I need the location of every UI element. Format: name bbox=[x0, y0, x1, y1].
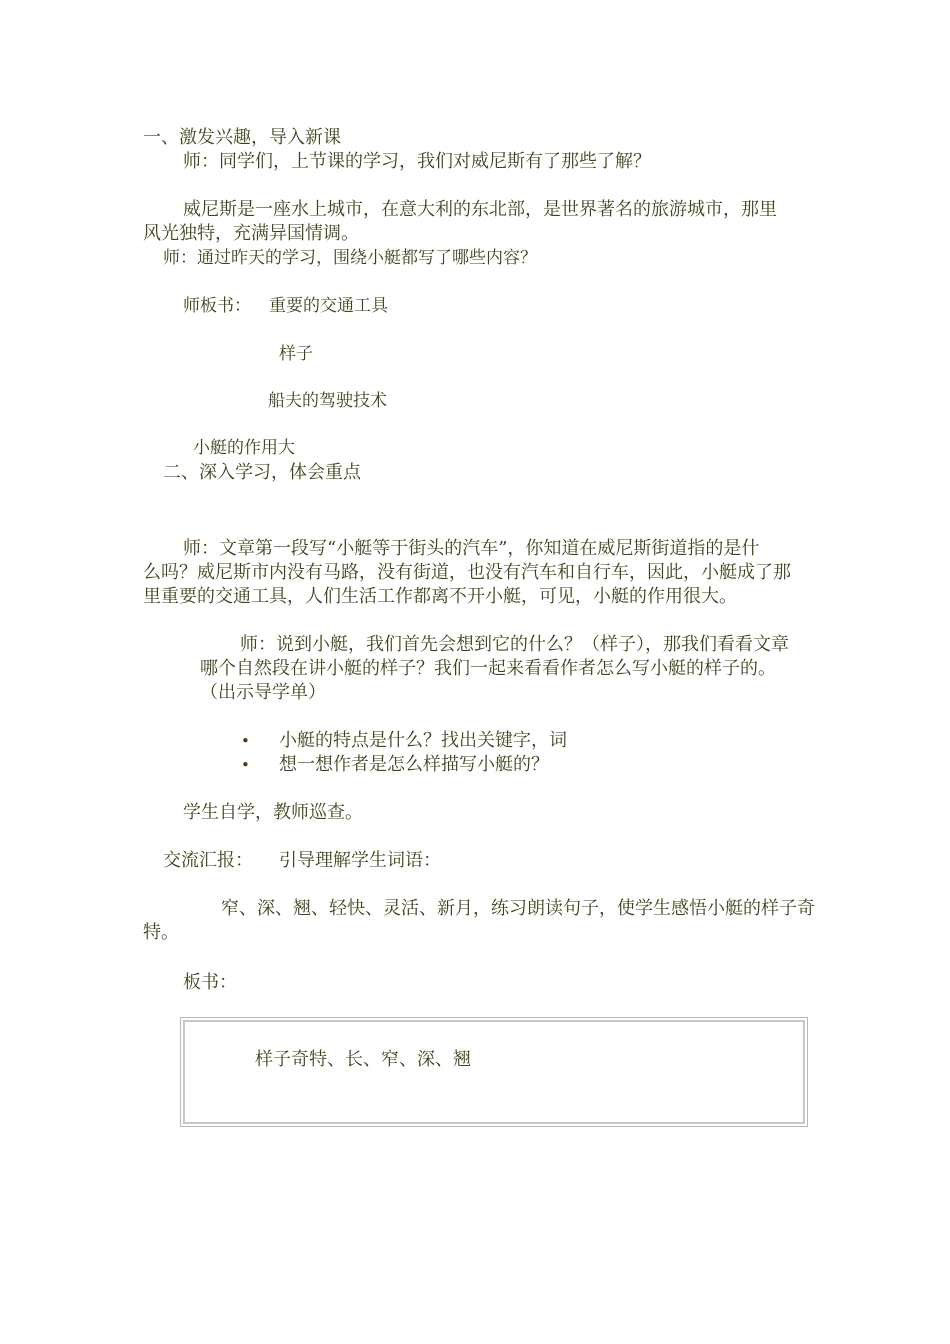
board-label: 师板书： bbox=[183, 296, 251, 316]
board-item-appearance: 样子 bbox=[279, 344, 313, 364]
blackboard-box bbox=[180, 1017, 808, 1127]
summary-text: 小艇的作用大 bbox=[193, 438, 295, 458]
teacher-question-2: 师：通过昨天的学习，围绕小艇都写了哪些内容？ bbox=[163, 248, 537, 268]
para1-line-1: 师：文章第一段写“小艇等于街头的汽车”，你知道在威尼斯街道指的是什 bbox=[183, 538, 760, 559]
exchange-text: 引导理解学生词语： bbox=[279, 850, 441, 871]
bullet-marker: • bbox=[241, 756, 250, 774]
venice-intro-line-1: 威尼斯是一座水上城市，在意大利的东北部，是世界著名的旅游城市，那里 bbox=[183, 199, 777, 220]
blackboard-inner bbox=[183, 1020, 805, 1124]
venice-intro-line-2: 风光独特，充满异国情调。 bbox=[143, 223, 359, 244]
bullet-marker: • bbox=[241, 732, 250, 750]
para1-line-2: 么吗？威尼斯市内没有马路，没有街道，也没有汽车和自行车，因此，小艇成了那 bbox=[143, 562, 791, 583]
board-item-driving-skill: 船夫的驾驶技术 bbox=[268, 391, 387, 411]
blackboard-text: 样子奇特、长、窄、深、翘 bbox=[255, 1049, 471, 1070]
para2-line-1: 师：说到小艇，我们首先会想到它的什么？（样子），那我们看看文章 bbox=[240, 634, 789, 655]
section1-heading: 一、激发兴趣，导入新课 bbox=[143, 127, 341, 148]
words-line-2: 特。 bbox=[143, 922, 179, 943]
exchange-label: 交流汇报： bbox=[163, 850, 253, 871]
para1-line-3: 里重要的交通工具，人们生活工作都离不开小艇，可见，小艇的作用很大。 bbox=[143, 586, 737, 607]
words-line-1: 窄、深、翘、轻快、灵活、新月，练习朗读句子，使学生感悟小艇的样子奇 bbox=[221, 898, 815, 919]
teacher-question-1: 师：同学们，上节课的学习，我们对威尼斯有了那些了解？ bbox=[183, 151, 651, 172]
para2-line-2: 哪个自然段在讲小艇的样子？我们一起来看看作者怎么写小艇的样子的。 bbox=[200, 658, 776, 679]
board2-label: 板书： bbox=[183, 972, 237, 993]
self-study-text: 学生自学，教师巡查。 bbox=[183, 802, 363, 823]
board-item-transport: 重要的交通工具 bbox=[269, 296, 388, 316]
para2-line-3: （出示导学单） bbox=[200, 682, 326, 703]
section2-heading: 二、深入学习，体会重点 bbox=[163, 462, 361, 483]
bullet-item-2: 想一想作者是怎么样描写小艇的？ bbox=[279, 754, 549, 775]
bullet-item-1: 小艇的特点是什么？找出关键字，词 bbox=[279, 730, 567, 751]
